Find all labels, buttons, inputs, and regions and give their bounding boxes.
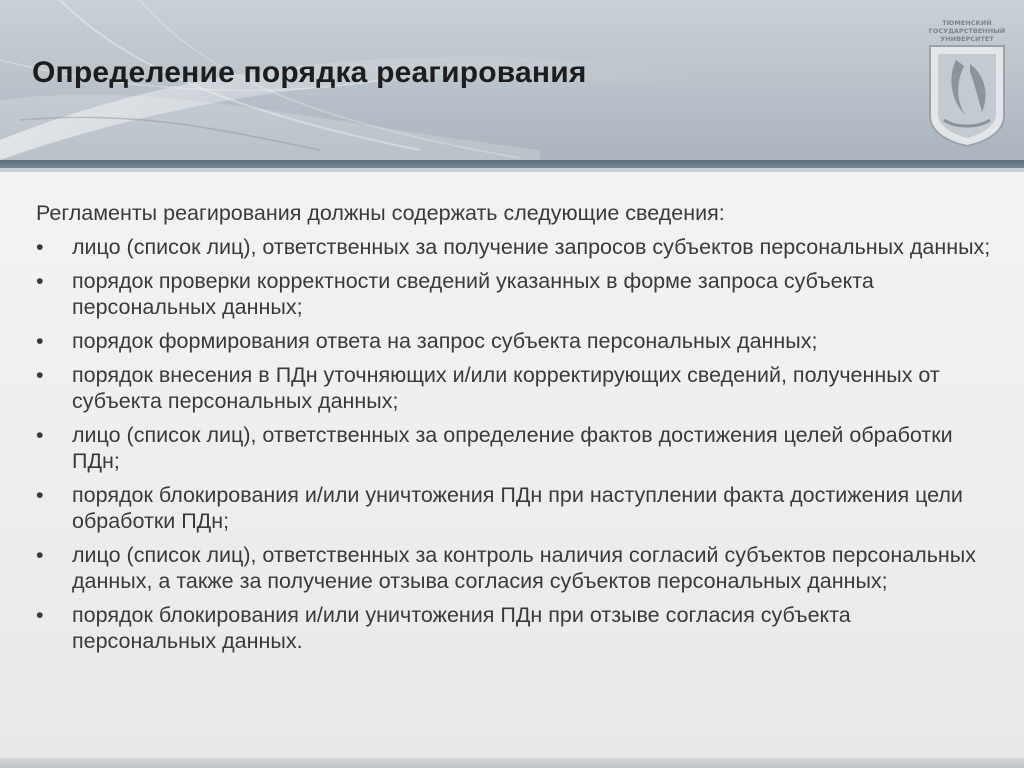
- header-divider: [0, 160, 1024, 168]
- list-item-text: лицо (список лиц), ответственных за определение фактов достижения целей обработки ПДн;: [72, 423, 953, 473]
- bullet-icon: •: [36, 329, 44, 353]
- list-item: [36, 362, 996, 414]
- bullet-icon: •: [36, 603, 44, 627]
- slide-title: Определение порядка реагирования: [32, 56, 587, 89]
- logo-text-line-3: УНИВЕРСИТЕТ: [940, 35, 994, 43]
- list-item-text: порядок блокирования и/или уничтожения ПДн при наступлении факта достижения цели обработки ПДн;: [72, 483, 963, 533]
- header-divider-highlight: [0, 168, 1024, 172]
- list-item: [36, 422, 996, 474]
- slide-body: [36, 200, 996, 662]
- slide-header: [0, 0, 1024, 160]
- logo-text: [929, 18, 1006, 43]
- bullet-icon: •: [36, 423, 44, 447]
- university-shield-icon: [926, 16, 1008, 148]
- list-item: [36, 482, 996, 534]
- list-item-text: порядок внесения в ПДн уточняющих и/или корректирующих сведений, полученных от субъекта персональных данных;: [72, 363, 940, 413]
- list-item-text: лицо (список лиц), ответственных за получение запросов субъектов персональных данных;: [72, 235, 991, 259]
- list-item: [36, 234, 996, 260]
- intro-text: Регламенты реагирования должны содержать следующие сведения:: [36, 201, 725, 225]
- bullet-icon: •: [36, 269, 44, 293]
- bullet-icon: •: [36, 235, 44, 259]
- bullet-icon: •: [36, 543, 44, 567]
- list-item: [36, 268, 996, 320]
- bullet-list: [36, 234, 996, 654]
- list-item-text: порядок формирования ответа на запрос субъекта персональных данных;: [72, 329, 818, 353]
- logo-text-line-2: ГОСУДАРСТВЕННЫЙ: [928, 27, 1006, 35]
- list-item-text: порядок проверки корректности сведений указанных в форме запроса субъекта персональных данных;: [72, 269, 874, 319]
- list-item: [36, 542, 996, 594]
- slide-footer-bar: [0, 758, 1024, 768]
- list-item-text: лицо (список лиц), ответственных за контроль наличия согласий субъектов персональных данных, а также за получение отзыва согласия субъектов персональных данных;: [72, 543, 976, 593]
- list-item: [36, 602, 996, 654]
- logo-text-line-1: ТЮМЕНСКИЙ: [942, 19, 992, 27]
- list-item: [36, 328, 996, 354]
- list-item-text: порядок блокирования и/или уничтожения ПДн при отзыве согласия субъекта персональных данных.: [72, 603, 851, 653]
- bullet-icon: •: [36, 483, 44, 507]
- bullet-icon: •: [36, 363, 44, 387]
